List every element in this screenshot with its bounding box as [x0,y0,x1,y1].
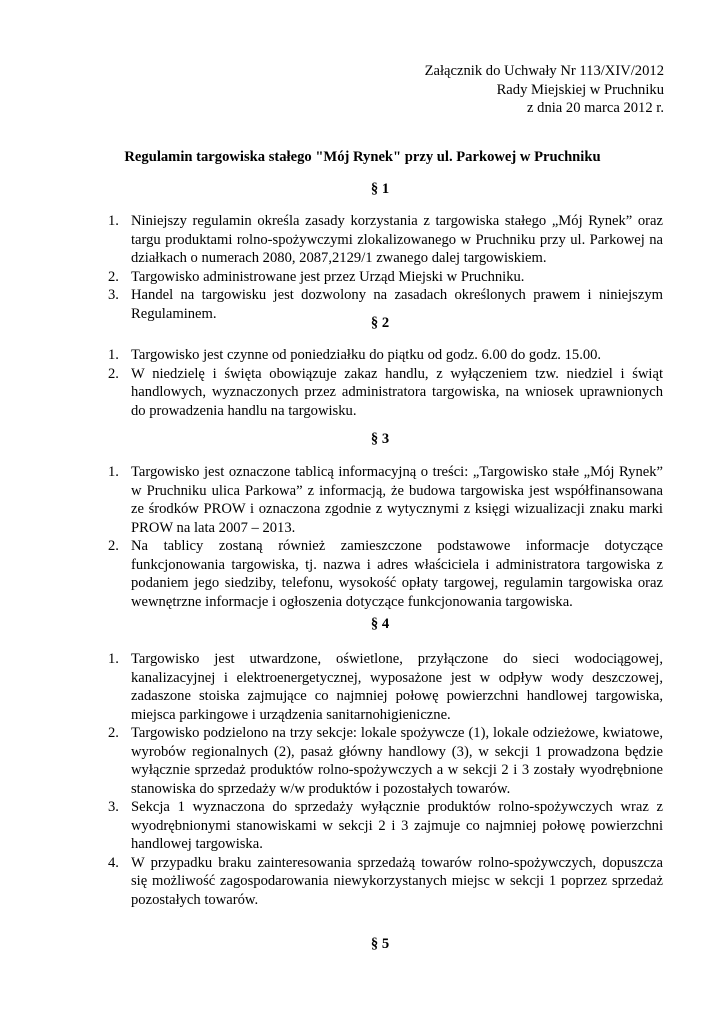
list-item: 3. Handel na targowisku jest dozwolony na zasadach określonych prawem i niniejszym Regulaminem. [108,287,663,322]
section-heading-1: § 1 [370,181,390,197]
section-2-list [108,346,663,420]
header-line-3: z dnia 20 marca 2012 r. [527,100,664,116]
list-item: 2. Na tablicy zostaną również zamieszczone podstawowe informacje dotyczące funkcjonowania targowiska, tj. nazwa i adres właściciela i administratora targowiska z podaniem jego siedziby, telefonu, wysokość opłaty targowej, regulamin targowiska oraz wewnętrzne informacje i ogłoszenia dotyczące funkcjonowania targowiska. [108,538,663,610]
list-item: 1. Niniejszy regulamin określa zasady korzystania z targowiska stałego „Mój Rynek” oraz targu produktami rolno-spożywczymi zlokalizowanego w Pruchniku przy ul. Parkowej na działkach o numerach 2080, 2087,2129/1 zwanego dalej targowiskiem. [108,213,663,266]
document-title: Regulamin targowiska stałego "Mój Rynek" przy ul. Parkowej w Pruchniku [124,149,601,165]
list-item: 2. W niedzielę i święta obowiązuje zakaz handlu, z wyłączeniem tzw. niedziel i świąt handlowych, wyznaczonych przez administratora targowiska, na wniosek uprawnionych do prowadzenia handlu na targowisku. [108,365,663,419]
section-heading-4: § 4 [370,616,390,632]
list-item: 1. Targowisko jest oznaczone tablicą informacyjną o treści: „Targowisko stałe „Mój Rynek” w Pruchniku ulica Parkowa” z informacją, że budowa targowiska jest współfinansowana ze środków PROW i oznaczona zgodnie z wytycznymi z księgi wizualizacji znaku marki PROW na lata 2007 – 2013. [108,464,663,536]
list-item: 3. Sekcja 1 wyznaczona do sprzedaży wyłącznie produktów rolno-spożywczych wraz z wyodrębnionymi stanowiskami w sekcji 2 i 3 zajmuje co najmniej połowę powierzchni handlowej targowiska. [108,799,663,852]
section-4-list [108,650,663,909]
section-heading-2: § 2 [370,315,390,331]
list-item: 4. W przypadku braku zainteresowania sprzedażą towarów rolno-spożywczych, dopuszcza się możliwość zagospodarowania niewykorzystanych miejsc w sekcji 1 poprzez sprzedaż pozostałych towarów. [108,854,663,908]
header-line-1: Załącznik do Uchwały Nr 113/XIV/2012 [424,63,664,79]
list-item: 1. Targowisko jest czynne od poniedziałku do piątku od godz. 6.00 do godz. 15.00. [108,347,602,363]
list-item: 2. Targowisko podzielono na trzy sekcje: lokale spożywcze (1), lokale odzieżowe, kwiatowe, wyrobów regionalnych (2), pasaż główny handlowy (3), w sekcji 1 prowadzona będzie wyłącznie sprzedaż produktów rolno-spożywczych a w sekcji 2 i 3 zostały wyodrębnione stanowiska do sprzedaży w/w produktów i pozostałych towarów. [108,725,663,797]
section-heading-3: § 3 [370,431,390,447]
list-item: 2. Targowisko administrowane jest przez Urząd Miejski w Pruchniku. [108,268,525,285]
section-3-list [108,463,663,611]
section-1-list [108,212,663,323]
section-heading-5: § 5 [370,936,390,952]
header-line-2: Rady Miejskiej w Pruchniku [496,81,664,98]
attachment-header [425,62,664,118]
list-item: 1. Targowisko jest utwardzone, oświetlone, przyłączone do sieci wodociągowej, kanalizacyjnej i elektroenergetycznej, wyposażone jest w odpływ wody deszczowej, zadaszone stoiska zajmujące co najmniej połowę powierzchni handlowej targowiska, miejsca parkingowe i urządzenia sanitarnohigieniczne. [108,651,663,723]
